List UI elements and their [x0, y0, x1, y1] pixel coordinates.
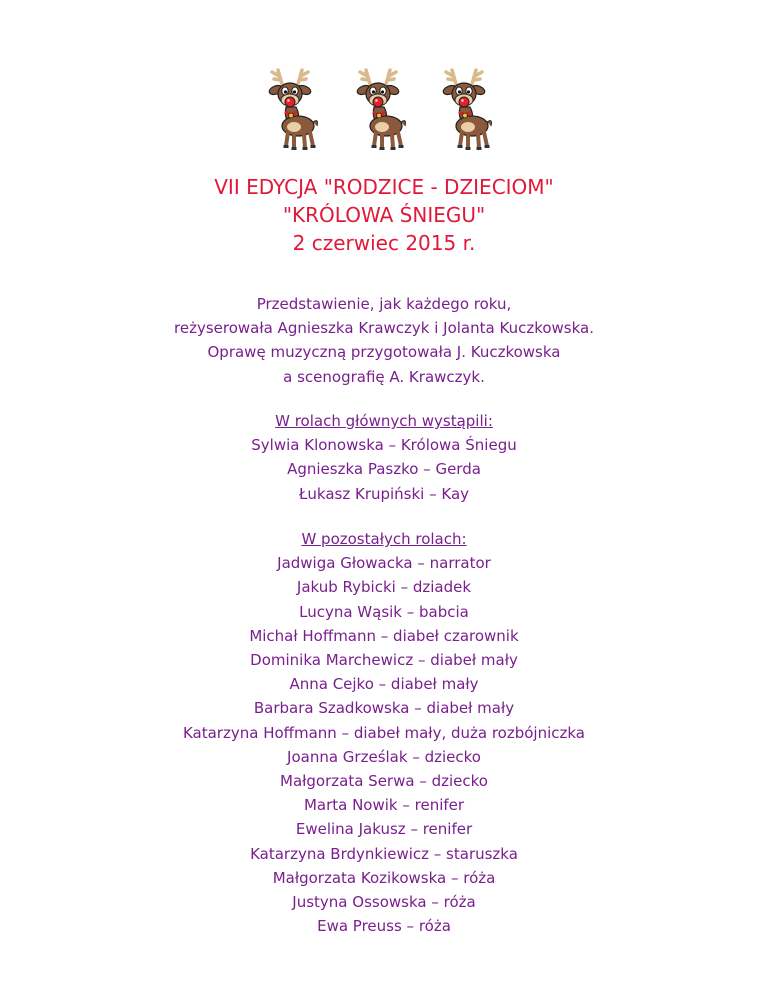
cast-item: Dominika Marchewicz – diabeł mały — [250, 651, 518, 670]
cast-item: Jakub Rybicki – dziadek — [296, 578, 472, 597]
cast-item: Anna Cejko – diabeł mały — [289, 675, 479, 694]
cast-item: Michał Hoffmann – diabeł czarownik — [249, 626, 519, 645]
cast-item: Agnieszka Paszko – Gerda — [287, 460, 481, 479]
intro-line: Oprawę muzyczną przygotowała J. Kuczkowska — [207, 343, 561, 362]
performance-date: 2 czerwiec 2015 r. — [292, 231, 476, 255]
cast-item: Joanna Grześlak – dziecko — [287, 747, 481, 766]
cast-item: Lucyna Wąsik – babcia — [299, 602, 469, 621]
cast-item: Łukasz Krupiński – Kay — [298, 484, 470, 503]
cast-item: Ewa Preuss – róża — [317, 917, 451, 936]
cast-item: Małgorzata Kozikowska – róża — [272, 868, 496, 887]
cast-item: Jadwiga Głowacka – narrator — [277, 554, 491, 573]
reindeer-icon — [432, 64, 502, 152]
cast-item: Katarzyna Brdynkiewicz – staruszka — [250, 844, 518, 863]
other-cast-heading: W pozostałych rolach: — [301, 530, 467, 548]
cast-item: Justyna Ossowska – róża — [292, 893, 476, 912]
cast-item: Katarzyna Hoffmann – diabeł mały, duża rozbójniczka — [182, 723, 586, 742]
intro-line: a scenografię A. Krawczyk. — [283, 367, 485, 386]
edition-title: VII EDYCJA "RODZICE - DZIECIOM" — [214, 175, 554, 199]
intro-paragraph — [0, 292, 768, 389]
cast-item: Małgorzata Serwa – dziecko — [280, 772, 488, 791]
intro-line: reżyserowała Agnieszka Krawczyk i Jolanta Kuczkowska. — [174, 319, 594, 338]
main-cast-heading: W rolach głównych wystąpili: — [275, 412, 493, 430]
cast-item: Sylwia Klonowska – Królowa Śniegu — [251, 436, 517, 455]
reindeer-icon — [258, 64, 328, 152]
cast-item: Barbara Szadkowska – diabeł mały — [253, 699, 515, 718]
intro-line: Przedstawienie, jak każdego roku, — [256, 295, 512, 313]
other-cast-section — [0, 527, 768, 938]
reindeer-icon — [346, 64, 416, 152]
play-title: "KRÓLOWA ŚNIEGU" — [282, 203, 486, 227]
main-cast-section — [0, 409, 768, 506]
cast-item: Ewelina Jakusz – renifer — [295, 820, 473, 839]
reindeer-decoration — [0, 64, 768, 154]
cast-item: Marta Nowik – renifer — [303, 796, 465, 815]
